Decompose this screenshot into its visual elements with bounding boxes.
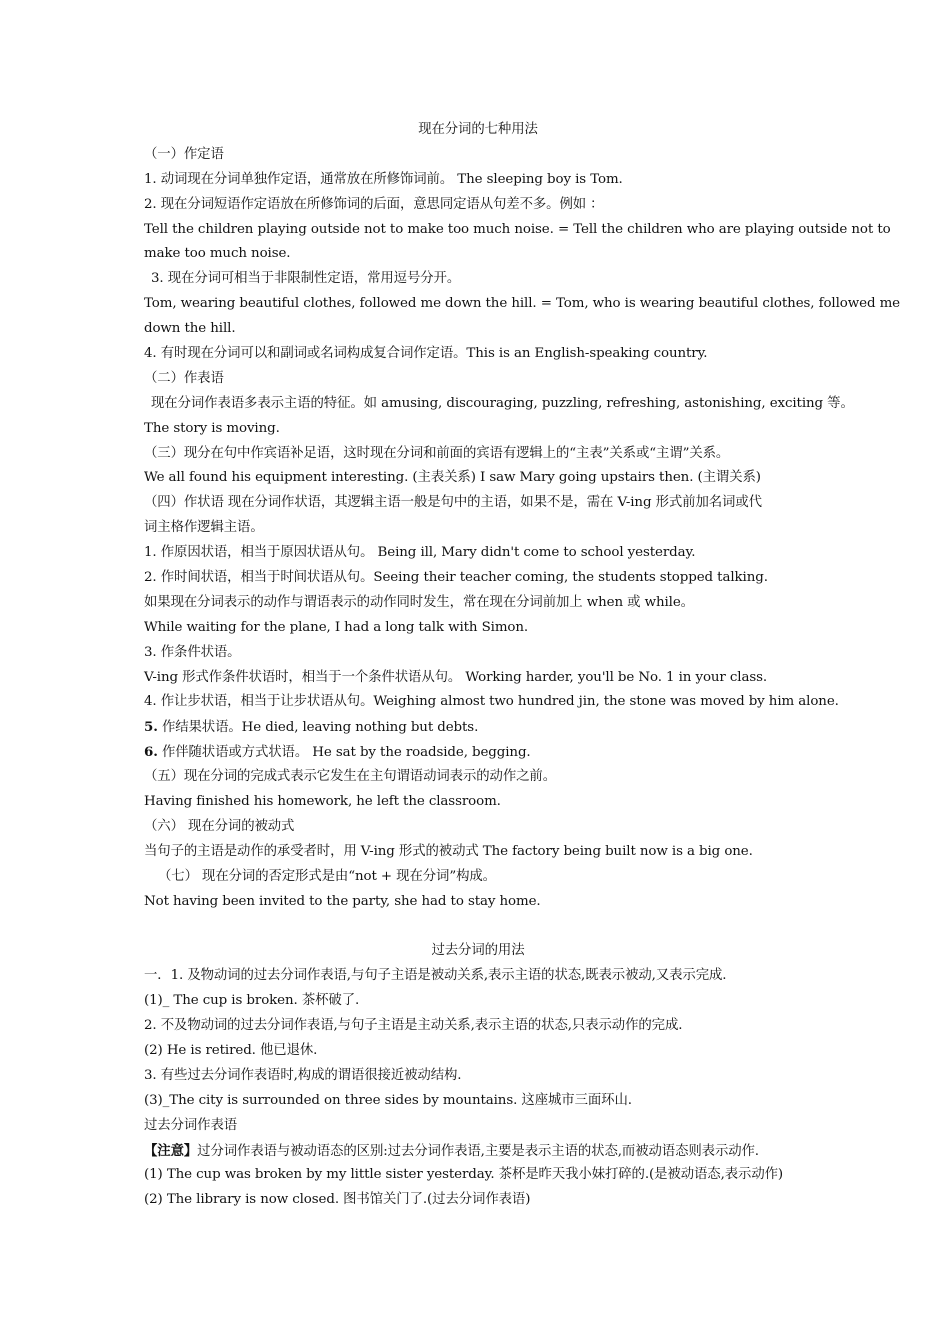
text-line: We all found his equipment interesting. (主表关系) I saw Mary going upstairs then. (主谓关系) — [144, 470, 761, 486]
text-line: 3. 现在分词可相当于非限制性定语，常用逗号分开。 — [151, 271, 461, 287]
note-line — [144, 1139, 812, 1164]
section1-title: 现在分词的七种用法 — [418, 122, 538, 137]
text-line: 一．1. 及物动词的过去分词作表语,与句子主语是被动关系,表示主语的状态,既表示被动,又表示完成. — [144, 968, 727, 984]
text-line: （二）作表语 — [144, 370, 224, 386]
spacer — [144, 915, 812, 940]
text-line: 2. 现在分词短语作定语放在所修饰词的后面，意思同定语从句差不多。例如 ： — [144, 196, 604, 212]
text-line: 当句子的主语是动作的承受者时，用 V-ing 形式的被动式 The factory being built now is a big one. — [144, 843, 753, 859]
text-line: Having finished his homework, he left the classroom. — [144, 794, 501, 810]
text-line: 3. 作条件状语。 — [144, 644, 241, 660]
text-line: 2. 作时间状语，相当于时间状语从句。Seeing their teacher coming, the students stopped talking. — [144, 570, 768, 586]
text-line: 如果现在分词表示的动作与谓语表示的动作同时发生，常在现在分词前加上 when 或 while。 — [144, 594, 694, 610]
text-line: 词主格作逻辑主语。 — [144, 520, 264, 536]
item-text: 作伴随状语或方式状语。 He sat by the roadside, begging. — [157, 745, 531, 761]
text-line: （五）现在分词的完成式表示它发生在主句谓语动词表示的动作之前。 — [144, 769, 557, 785]
text-line: 1. 动词现在分词单独作定语，通常放在所修饰词前。 The sleeping boy is Tom. — [144, 171, 623, 187]
text-line: 4. 有时现在分词可以和副词或名词构成复合词作定语。This is an English-speaking country. — [144, 346, 708, 362]
note-label: 【注意】 — [144, 1142, 198, 1159]
text-line: V-ing 形式作条件状语时，相当于一个条件状语从句。 Working harder, you'll be No. 1 in your class. — [144, 669, 768, 685]
text-line: down the hill. — [144, 321, 236, 337]
text-line: Tell the children playing outside not to make too much noise. = Tell the children who are playing outside not to — [144, 221, 891, 237]
document-page — [144, 118, 900, 1213]
text-line: The story is moving. — [144, 420, 280, 436]
text-line-item-5 — [144, 715, 812, 740]
note-text: 过分词作表语与被动语态的区别:过去分词作表语,主要是表示主语的状态,而被动语态则表示动作. — [197, 1143, 759, 1159]
text-line: (1)_ The cup is broken. 茶杯破了. — [144, 993, 360, 1009]
text-line: (3)_The city is surrounded on three sides by mountains. 这座城市三面环山. — [144, 1092, 632, 1108]
text-line: （四）作状语 现在分词作状语，其逻辑主语一般是句中的主语，如果不是，需在 V-ing 形式前加名词或代 — [144, 495, 762, 511]
item-text: 作结果状语。He died, leaving nothing but debts. — [157, 720, 479, 736]
text-line-item-6 — [144, 740, 812, 765]
text-line: 1. 作原因状语，相当于原因状语从句。 Being ill, Mary didn't come to school yesterday. — [144, 545, 696, 561]
text-line: (2) He is retired. 他已退休. — [144, 1042, 318, 1058]
text-line: （一）作定语 — [144, 146, 224, 162]
text-line: 过去分词作表语 — [144, 1117, 238, 1133]
text-line: Not having been invited to the party, she had to stay home. — [144, 893, 541, 909]
text-line: （三）现分在句中作宾语补足语，这时现在分词和前面的宾语有逻辑上的“主表”关系或“主谓”关系。 — [144, 445, 730, 461]
text-line: 4. 作让步状语，相当于让步状语从句。Weighing almost two hundred jin, the stone was moved by him alone. — [144, 694, 839, 710]
text-line: （七） 现在分词的否定形式是由“not + 现在分词”构成。 — [158, 868, 496, 884]
text-line: Tom, wearing beautiful clothes, followed me down the hill. = Tom, who is wearing beautiful clothes, followed me — [144, 296, 900, 312]
text-line: (1) The cup was broken by my little sister yesterday. 茶杯是昨天我小妹打碎的.(是被动语态,表示动作) — [144, 1167, 784, 1183]
text-line: 2. 不及物动词的过去分词作表语,与句子主语是主动关系,表示主语的状态,只表示动作的完成. — [144, 1018, 683, 1034]
section2-title: 过去分词的用法 — [431, 943, 525, 959]
text-line: （六） 现在分词的被动式 — [144, 818, 295, 834]
item-number: 6. — [144, 744, 158, 761]
text-line: While waiting for the plane, I had a long talk with Simon. — [144, 619, 529, 635]
text-line: make too much noise. — [144, 246, 291, 262]
item-number: 5. — [144, 719, 158, 736]
text-line: (2) The library is now closed. 图书馆关门了.(过去分词作表语) — [144, 1192, 531, 1208]
text-line: 3. 有些过去分词作表语时,构成的谓语很接近被动结构. — [144, 1067, 462, 1083]
text-line: 现在分词作表语多表示主语的特征。如 amusing, discouraging, puzzling, refreshing, astonishing, exciting 等。 — [151, 395, 854, 411]
